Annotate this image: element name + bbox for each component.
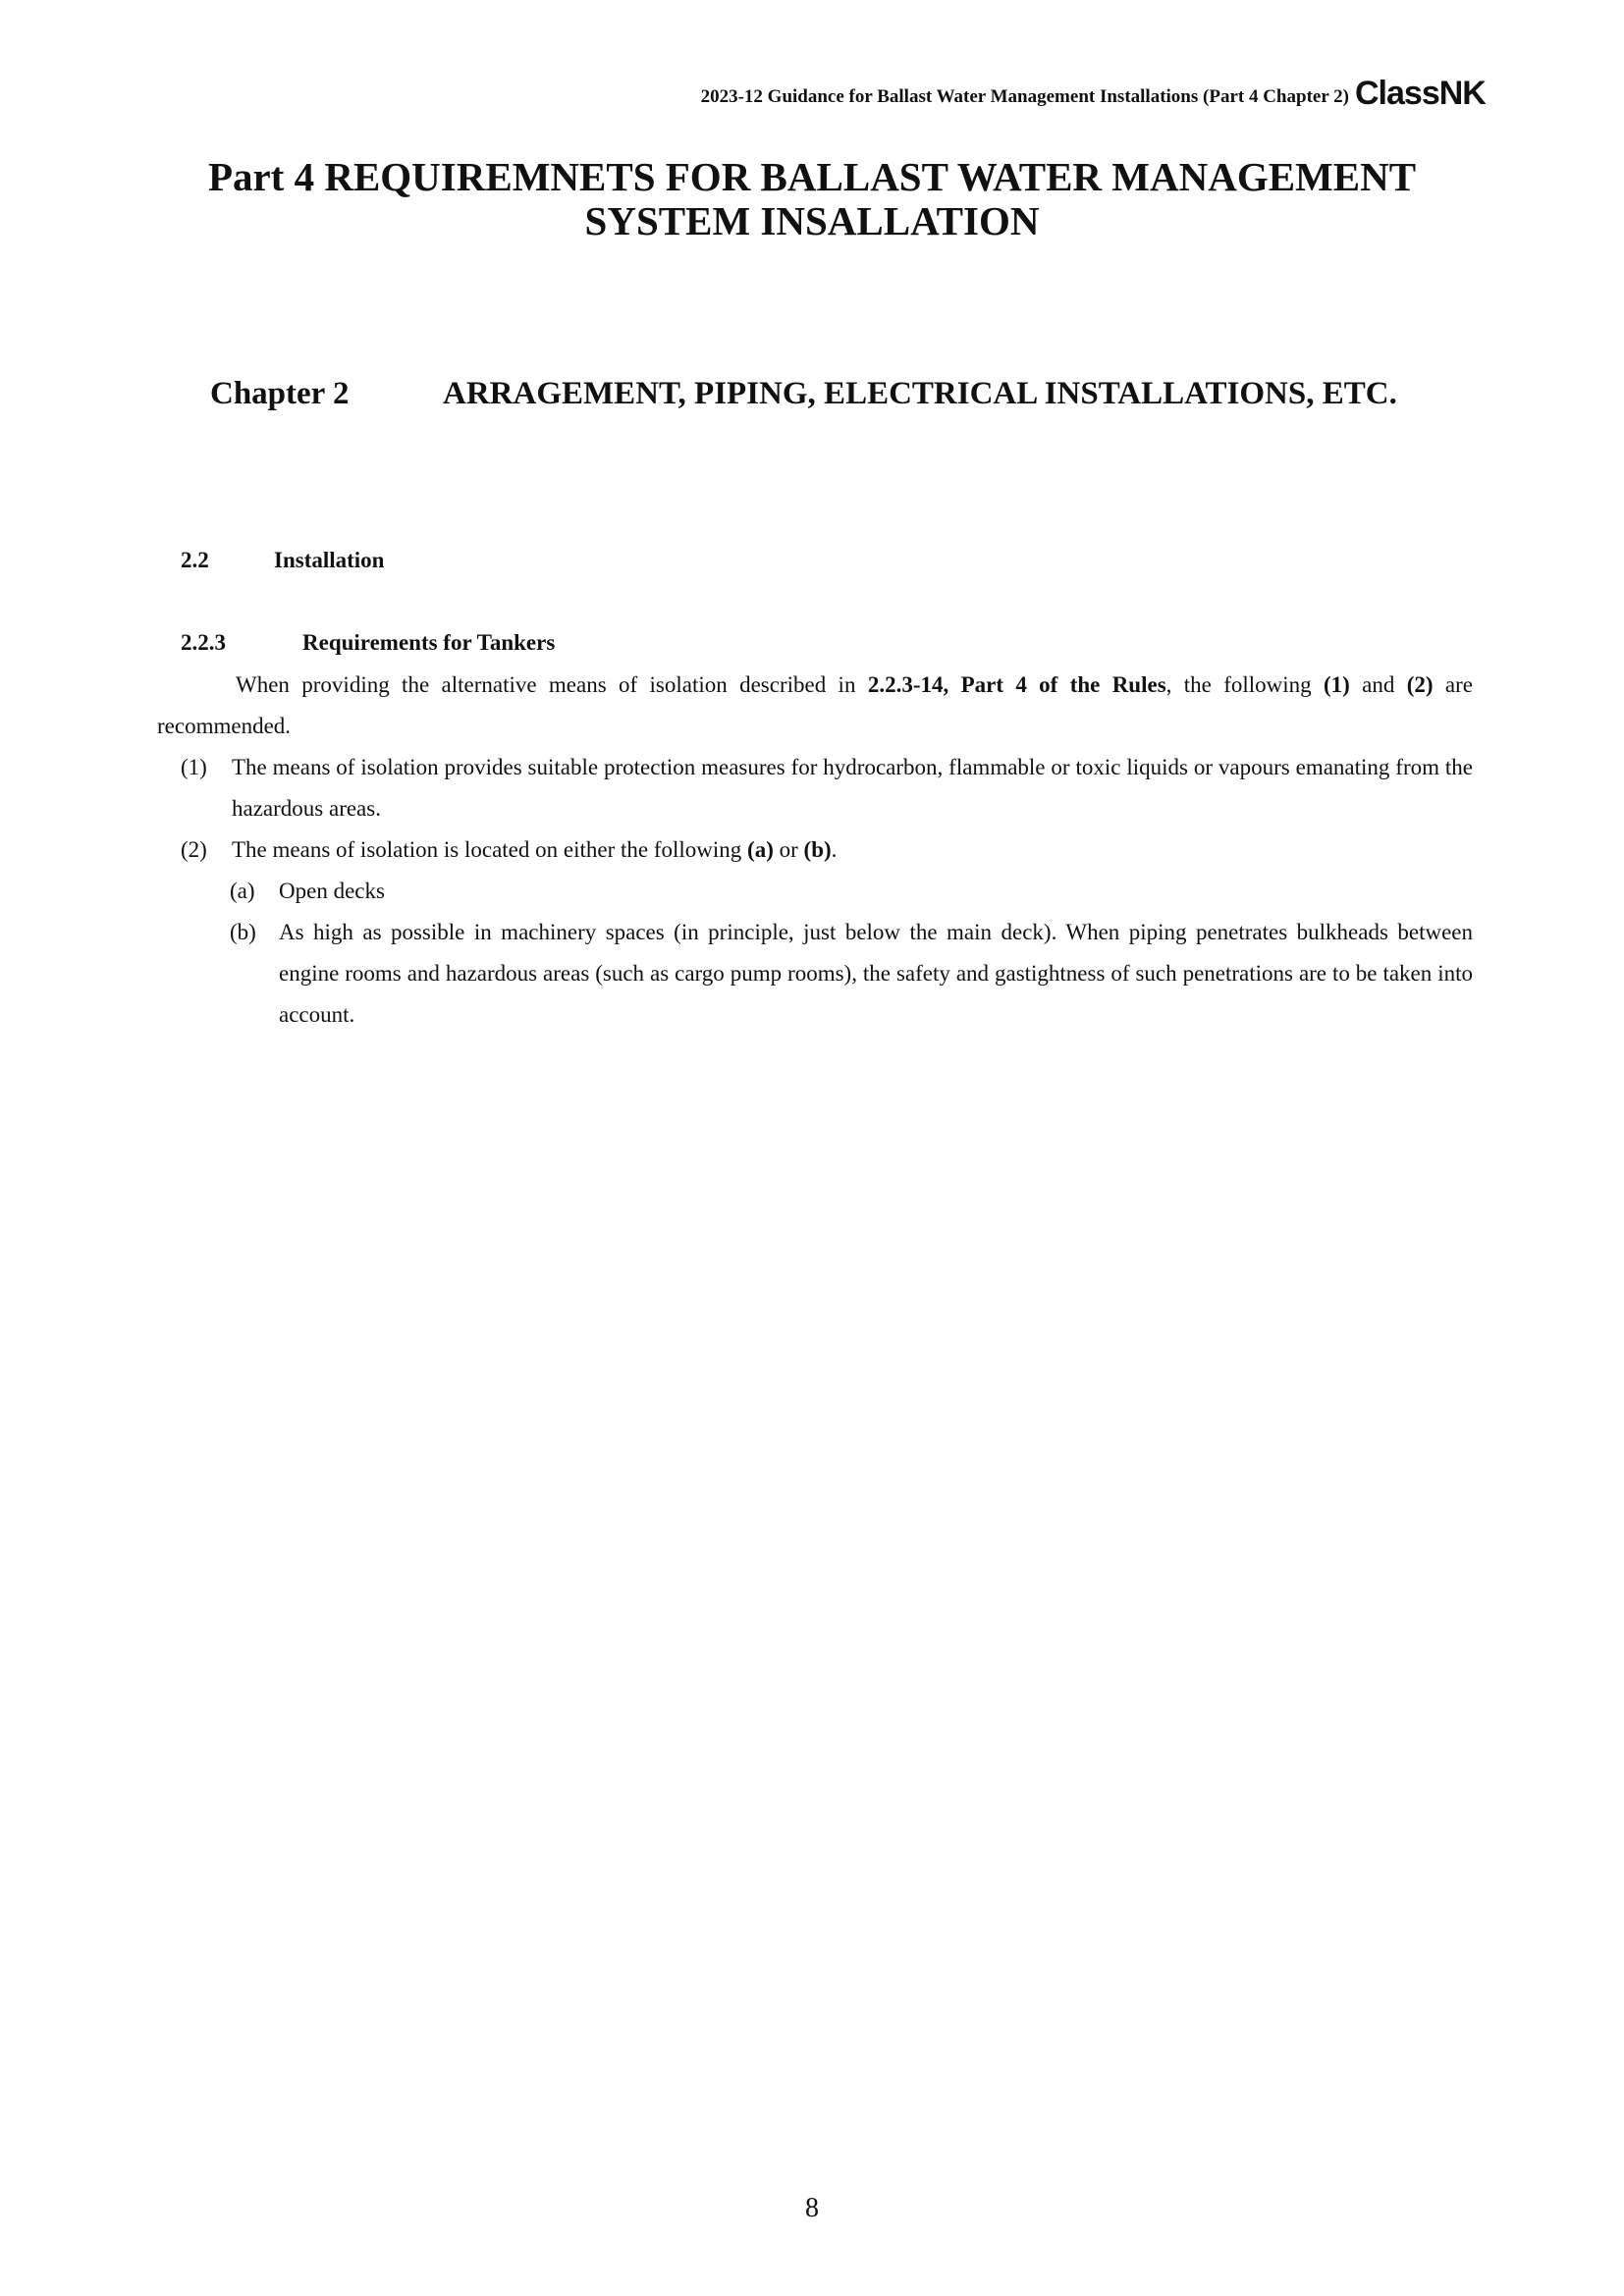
classnk-logo: ClassNK — [1355, 75, 1486, 112]
list-text: The means of isolation provides suitable protection measures for hydrocarbon, flammable or toxic liquids or vapours emanating from the hazardous areas. — [232, 755, 1473, 821]
sub-list-text: Open decks — [279, 879, 385, 903]
sub-list-item-a — [230, 871, 1473, 912]
ref-sub-b: (b) — [803, 837, 832, 862]
intro-text-after: are recommended. — [157, 672, 1473, 738]
section-title: Installation — [274, 548, 385, 572]
ref-sub-a: (a) — [747, 837, 774, 862]
list-label: (1) — [181, 755, 207, 779]
sub-list-item-b — [230, 912, 1473, 1036]
sub-list-label: (b) — [230, 920, 256, 944]
sub-list-label: (a) — [230, 879, 255, 903]
part-title-line-1: Part 4 REQUIREMNETS FOR BALLAST WATER MANAGEMENT — [207, 154, 1417, 199]
intro-paragraph — [157, 665, 1473, 747]
page-number: 8 — [805, 2193, 819, 2223]
running-header: 2023-12 Guidance for Ballast Water Management Installations (Part 4 Chapter 2) — [700, 86, 1349, 107]
rule-reference: 2.2.3-14, Part 4 of the Rules — [867, 672, 1166, 697]
list-item-1 — [181, 747, 1473, 829]
subsection-title: Requirements for Tankers — [302, 630, 556, 655]
sub-list-text: As high as possible in machinery spaces (in principle, just below the main deck). When piping penetrates bulkheads between engine rooms and hazardous areas (such as cargo pump rooms), the safety and gastightness of such penetrations are to be taken into account. — [279, 920, 1473, 1027]
section-number: 2.2 — [181, 548, 209, 572]
part-title — [0, 155, 1624, 243]
intro-and-text: and — [1349, 672, 1407, 697]
subsection-number: 2.2.3 — [181, 630, 226, 655]
intro-text-middle: , the following — [1165, 672, 1324, 697]
ref-item-2: (2) — [1406, 672, 1434, 697]
item2-text-before: The means of isolation is located on either the following — [232, 837, 748, 862]
ref-item-1: (1) — [1324, 672, 1350, 697]
intro-text-before: When providing the alternative means of isolation described in — [236, 672, 868, 697]
item2-or-text: or — [773, 837, 804, 862]
list-label: (2) — [181, 837, 207, 862]
list-text — [232, 829, 1473, 871]
chapter-title: ARRAGEMENT, PIPING, ELECTRICAL INSTALLATIONS, ETC. — [443, 376, 1397, 411]
list-item-2 — [181, 829, 1473, 871]
item2-text-after: . — [831, 837, 838, 862]
part-title-line-2: SYSTEM INSALLATION — [584, 198, 1040, 243]
chapter-number: Chapter 2 — [210, 376, 350, 411]
